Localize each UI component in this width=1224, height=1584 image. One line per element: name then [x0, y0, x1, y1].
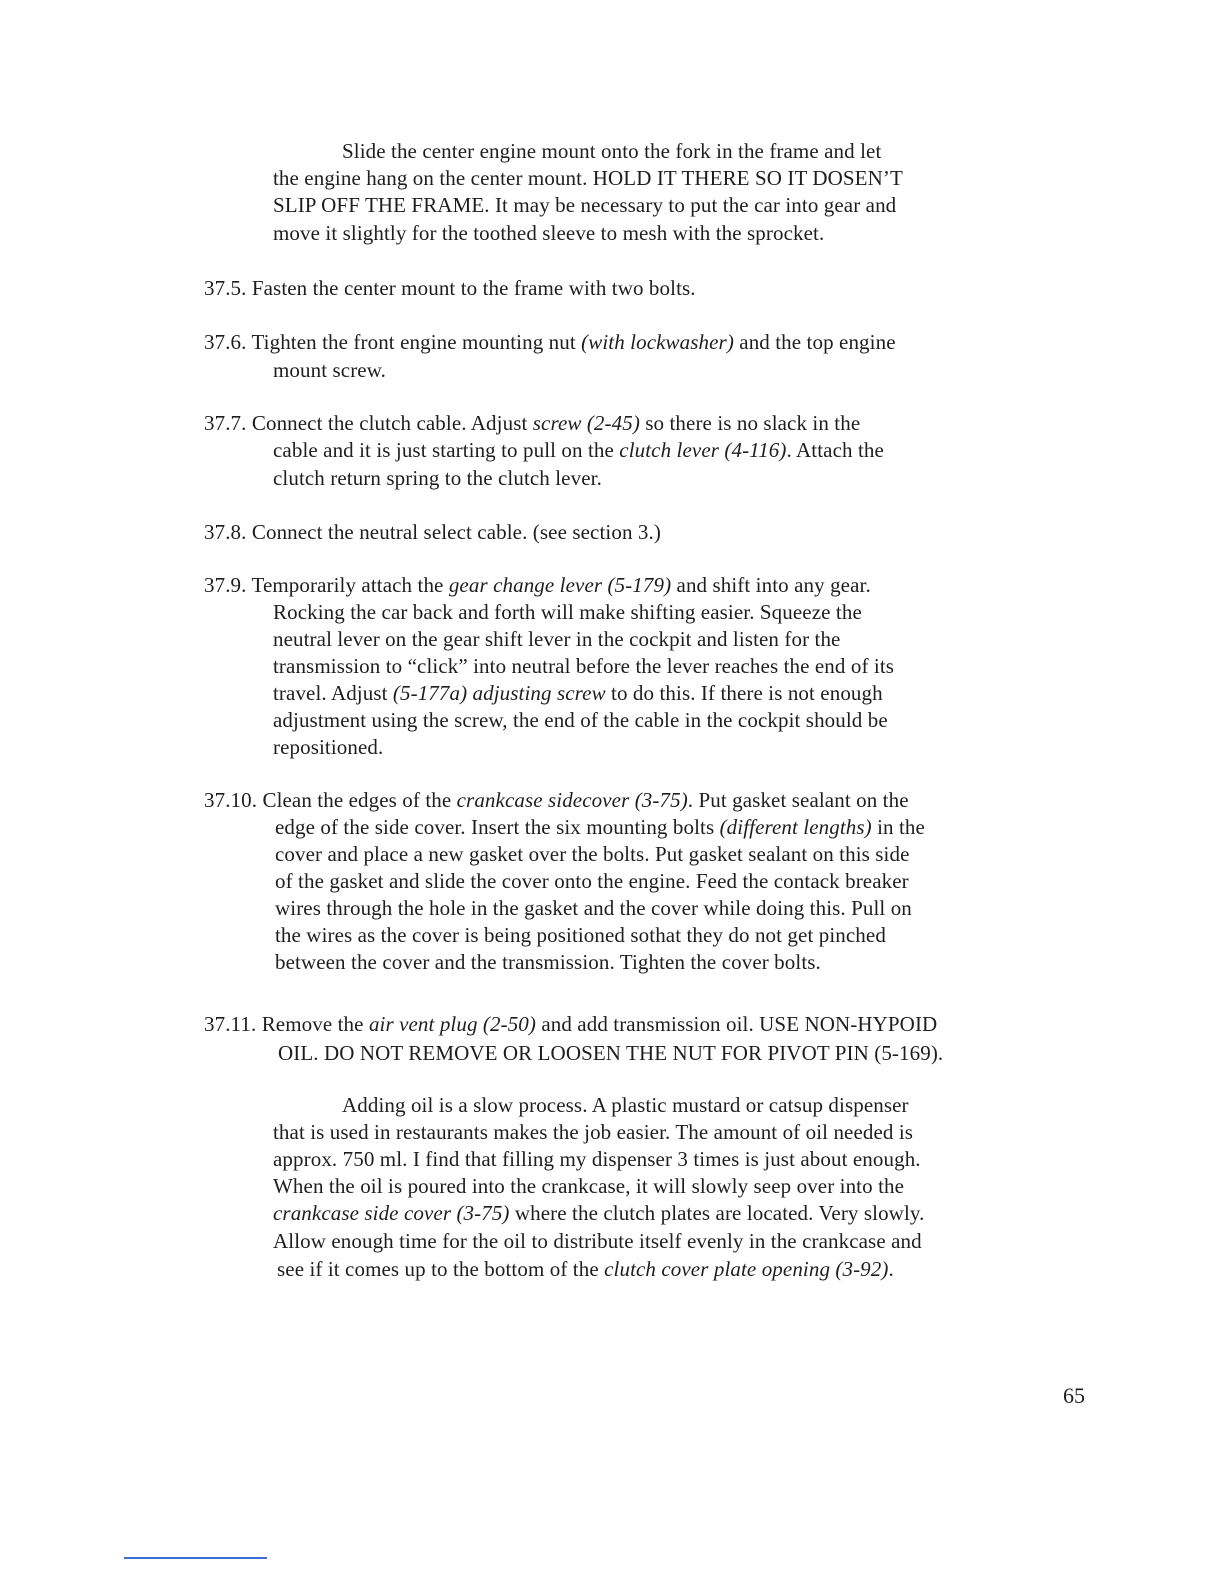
text-line: SLIP OFF THE FRAME. It may be necessary to put the car into gear and: [273, 193, 897, 217]
page-number: 65: [1063, 1383, 1085, 1408]
step-line: adjustment using the screw, the end of the cable in the cockpit should be: [273, 708, 888, 732]
text-line: that is used in restaurants makes the job easier. The amount of oil needed is: [273, 1120, 914, 1144]
step-line: [273, 437, 884, 464]
step-number: 37.10.: [204, 788, 258, 812]
part-reference: (5-177a) adjusting screw: [392, 681, 606, 705]
text-line: [277, 1256, 894, 1283]
step-line: neutral lever on the gear shift lever in the cockpit and listen for the: [273, 627, 841, 651]
step-text: edge of the side cover. Insert the six mounting bolts: [275, 815, 720, 839]
step-text: travel. Adjust: [273, 681, 393, 705]
step-line: [273, 680, 883, 707]
part-reference: crankcase sidecover (3-75): [456, 788, 688, 812]
step-text: cable and it is just starting to pull on the: [273, 438, 620, 462]
step-text: and shift into any gear.: [671, 573, 871, 597]
text-line: approx. 750 ml. I find that filling my dispenser 3 times is just about enough.: [273, 1147, 921, 1171]
step-text: and add transmission oil. USE NON-HYPOID: [535, 1012, 938, 1036]
text-line: the engine hang on the center mount. HOLD IT THERE SO IT DOSEN’T: [273, 166, 903, 190]
text-span: see if it comes up to the bottom of the: [277, 1257, 605, 1281]
step-line: cover and place a new gasket over the bolts. Put gasket sealant on this side: [275, 842, 910, 866]
step-line: [204, 329, 896, 356]
step-line: clutch return spring to the clutch lever.: [273, 466, 602, 490]
step-number: 37.9.: [204, 573, 247, 597]
step-line: [204, 519, 661, 546]
part-reference: screw (2-45): [532, 411, 640, 435]
step-number: 37.8.: [204, 520, 247, 544]
step-line: of the gasket and slide the cover onto the engine. Feed the contack breaker: [275, 869, 909, 893]
text-line: move it slightly for the toothed sleeve to mesh with the sprocket.: [273, 221, 825, 245]
text-line: [273, 1200, 924, 1227]
step-line: transmission to “click” into neutral before the lever reaches the end of its: [273, 654, 895, 678]
step-line: wires through the hole in the gasket and the cover while doing this. Pull on: [275, 896, 912, 920]
step-text: Temporarily attach the: [251, 573, 449, 597]
step-number: 37.11.: [204, 1012, 257, 1036]
footnote-separator: [124, 1557, 267, 1559]
step-text: Clean the edges of the: [262, 788, 457, 812]
step-number: 37.7.: [204, 411, 247, 435]
step-text: Connect the neutral select cable. (see section 3.): [251, 520, 661, 544]
text-line: Adding oil is a slow process. A plastic mustard or catsup dispenser: [342, 1093, 909, 1117]
step-text: in the: [871, 815, 925, 839]
text-span: where the clutch plates are located. Very slowly.: [509, 1201, 925, 1225]
step-line: [204, 1011, 937, 1038]
part-reference: crankcase side cover (3-75): [273, 1201, 510, 1225]
step-line: Rocking the car back and forth will make shifting easier. Squeeze the: [273, 600, 862, 624]
step-number: 37.6.: [204, 330, 247, 354]
part-reference: clutch lever (4-116): [619, 438, 787, 462]
step-line: [204, 787, 909, 814]
step-text: to do this. If there is not enough: [605, 681, 883, 705]
step-number: 37.5.: [204, 276, 247, 300]
step-text: so there is no slack in the: [639, 411, 861, 435]
step-line: repositioned.: [273, 735, 384, 759]
step-text: . Put gasket sealant on the: [687, 788, 909, 812]
step-line: between the cover and the transmission. Tighten the cover bolts.: [275, 950, 821, 974]
step-line: [204, 572, 871, 599]
step-line: OIL. DO NOT REMOVE OR LOOSEN THE NUT FOR PIVOT PIN (5-169).: [278, 1041, 944, 1065]
step-text: and the top engine: [733, 330, 896, 354]
step-text: Fasten the center mount to the frame with two bolts.: [251, 276, 696, 300]
step-line: the wires as the cover is being positioned sothat they do not get pinched: [275, 923, 886, 947]
part-reference: clutch cover plate opening (3-92): [604, 1257, 889, 1281]
text-line: Slide the center engine mount onto the fork in the frame and let: [342, 139, 882, 163]
part-reference: (different lengths): [719, 815, 872, 839]
text-span: .: [888, 1257, 894, 1281]
part-reference: (with lockwasher): [581, 330, 734, 354]
text-line: Allow enough time for the oil to distribute itself evenly in the crankcase and: [273, 1229, 922, 1253]
step-line: mount screw.: [273, 358, 386, 382]
step-line: [204, 275, 696, 302]
part-reference: air vent plug (2-50): [368, 1012, 536, 1036]
step-line: [204, 410, 860, 437]
step-text: Remove the: [261, 1012, 369, 1036]
step-text: Tighten the front engine mounting nut: [251, 330, 582, 354]
text-line: When the oil is poured into the crankcase, it will slowly seep over into the: [273, 1174, 905, 1198]
step-line: [275, 814, 925, 841]
part-reference: gear change lever (5-179): [448, 573, 672, 597]
step-text: . Attach the: [786, 438, 884, 462]
step-text: Connect the clutch cable. Adjust: [251, 411, 533, 435]
